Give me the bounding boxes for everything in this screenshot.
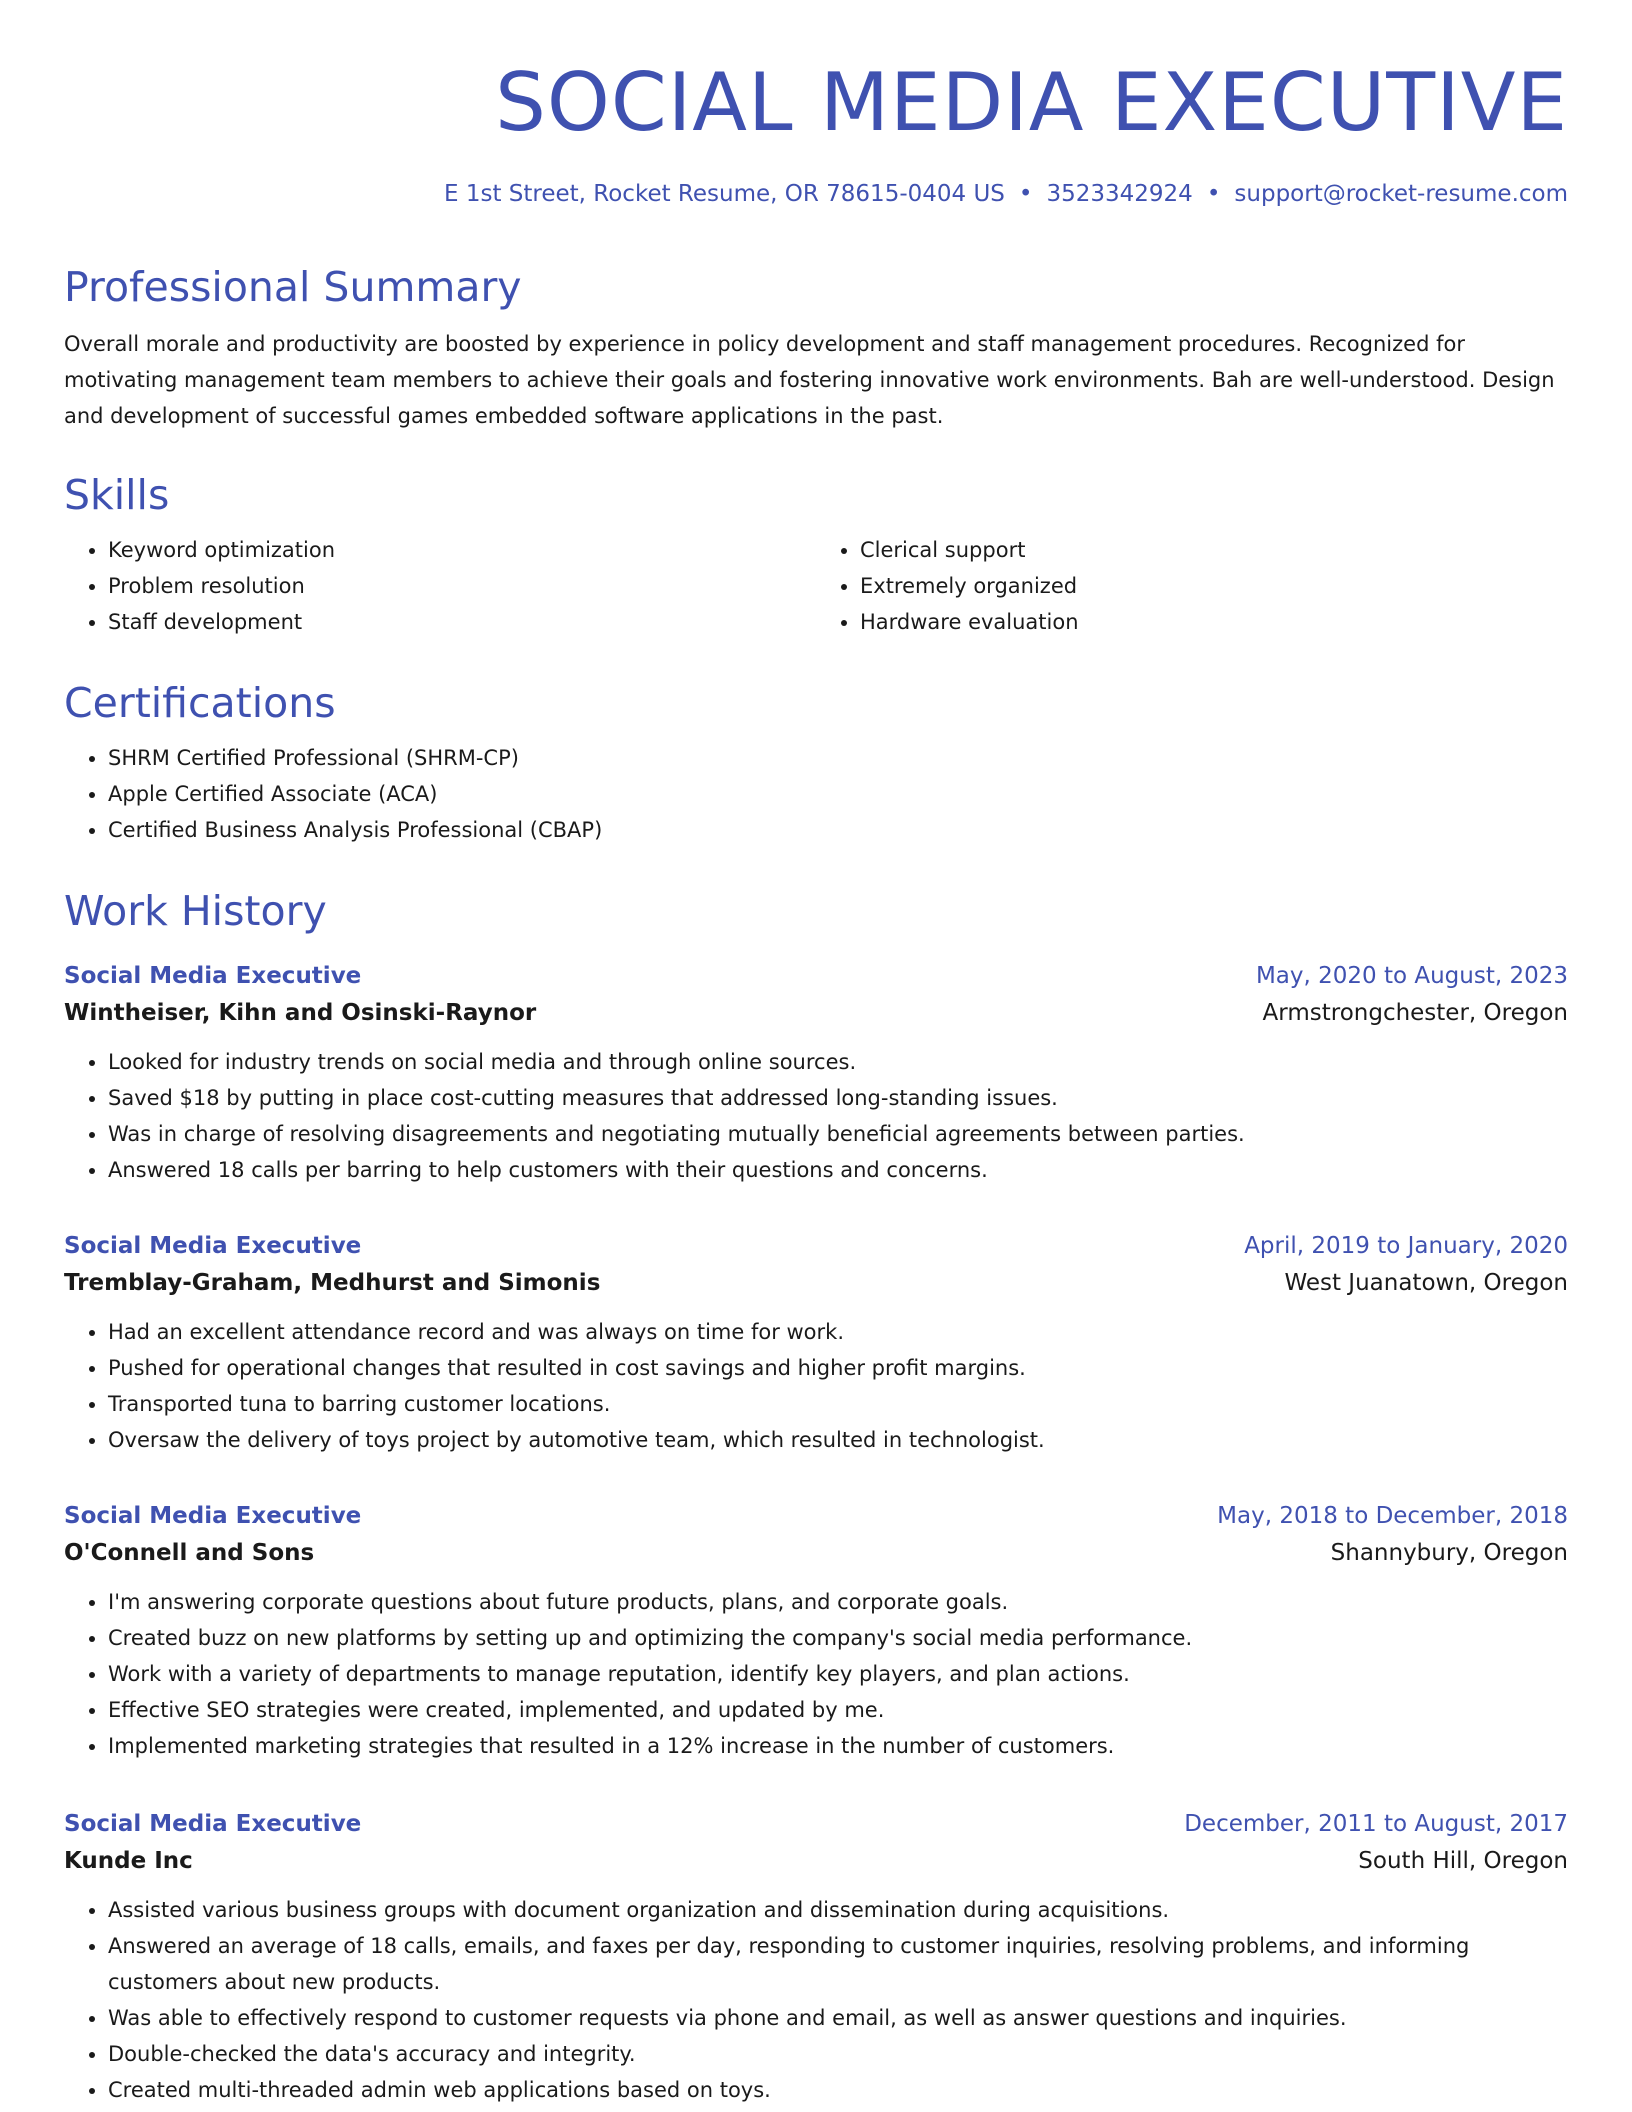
job-entry [64,1228,1568,1458]
summary-text: Overall morale and productivity are boosted by experience in policy development and staff management procedures. Recognized for motivating management team members to achieve their goals and fostering innovative work environments. Bah are well-understood. Design and development of successful games embedded software applications in the past. [64,332,1555,428]
list-item: • Answered 18 calls per barring to help customers with their questions and concerns. [108,1152,1568,1188]
summary-section [64,262,1568,434]
list-item: • Work with a variety of departments to manage reputation, identify key players, and plan actions. [108,1656,1568,1692]
list-item: • Double-checked the data's accuracy and integrity. [108,2036,1568,2072]
company-name: Wintheiser, Kihn and Osinski-Raynor [64,1000,537,1026]
list-item: • Staff development [108,604,816,640]
job-title: Social Media Executive [64,1503,362,1529]
phone: 3523342924 [1046,181,1193,207]
skills-column-left [64,532,816,640]
list-item: • Effective SEO strategies were created, implemented, and updated by me. [108,1692,1568,1728]
job-bullets [64,1044,1568,1188]
list-item: • Answered an average of 18 calls, emails, and faxes per day, responding to customer inquiries, resolving problems, and informing customers about new products. [108,1928,1568,2000]
skills-section [64,470,1568,640]
address: E 1st Street, Rocket Resume, OR 78615-0404 US [443,181,1005,207]
job-location: Shannybury, Oregon [1330,1540,1568,1566]
list-item: • Problem resolution [108,568,816,604]
list-item: • Was able to effectively respond to customer requests via phone and email, as well as answer questions and inquiries. [108,2000,1568,2036]
skills-heading: Skills [64,471,170,519]
contact-line [64,179,1568,209]
list-item: • Pushed for operational changes that resulted in cost savings and higher profit margins. [108,1350,1568,1386]
list-item: • Had an excellent attendance record and was always on time for work. [108,1314,1568,1350]
work-history-heading: Work History [64,887,327,935]
list-item: • Certified Business Analysis Professional (CBAP) [108,812,1568,848]
job-bullets [64,1314,1568,1458]
list-item: • Looked for industry trends on social media and through online sources. [108,1044,1568,1080]
company-name: O'Connell and Sons [64,1540,315,1566]
job-entry [64,1806,1568,2108]
job-location: Armstrongchester, Oregon [1262,1000,1568,1026]
email-link[interactable]: support@rocket-resume.com [1234,181,1568,207]
summary-heading: Professional Summary [64,263,522,311]
skills-list [64,532,1568,640]
list-item: • SHRM Certified Professional (SHRM-CP) [108,740,1568,776]
page-title: SOCIAL MEDIA EXECUTIVE [495,56,1568,149]
list-item: • Oversaw the delivery of toys project by automotive team, which resulted in technologist. [108,1422,1568,1458]
list-item: • Hardware evaluation [860,604,1568,640]
list-item: • Apple Certified Associate (ACA) [108,776,1568,812]
separator: • [1018,181,1033,207]
certifications-list [64,740,1568,848]
resume-page [64,0,1568,2102]
list-item: • Clerical support [860,532,1568,568]
list-item: • Created multi-threaded admin web applications based on toys. [108,2072,1568,2108]
certifications-section [64,678,1568,848]
list-item: • Extremely organized [860,568,1568,604]
job-title: Social Media Executive [64,963,362,989]
company-name: Tremblay-Graham, Medhurst and Simonis [64,1270,601,1296]
list-item: • Was in charge of resolving disagreements and negotiating mutually beneficial agreements between parties. [108,1116,1568,1152]
skills-column-right [816,532,1568,640]
job-dates: December, 2011 to August, 2017 [1184,1811,1568,1837]
job-location: South Hill, Oregon [1358,1848,1568,1874]
list-item: • Implemented marketing strategies that resulted in a 12% increase in the number of customers. [108,1728,1568,1764]
company-name: Kunde Inc [64,1848,193,1874]
certifications-heading: Certifications [64,679,336,727]
job-dates: April, 2019 to January, 2020 [1244,1233,1568,1259]
job-bullets [64,1584,1568,1764]
job-dates: May, 2018 to December, 2018 [1217,1503,1568,1529]
list-item: • I'm answering corporate questions about future products, plans, and corporate goals. [108,1584,1568,1620]
list-item: • Transported tuna to barring customer locations. [108,1386,1568,1422]
job-title: Social Media Executive [64,1811,362,1837]
job-location: West Juanatown, Oregon [1284,1270,1568,1296]
list-item: • Created buzz on new platforms by setting up and optimizing the company's social media performance. [108,1620,1568,1656]
job-title: Social Media Executive [64,1233,362,1259]
work-history-section [64,886,1568,936]
job-entry [64,958,1568,1188]
job-bullets [64,1892,1568,2108]
list-item: • Saved $18 by putting in place cost-cutting measures that addressed long-standing issues. [108,1080,1568,1116]
list-item: • Assisted various business groups with document organization and dissemination during acquisitions. [108,1892,1568,1928]
separator: • [1206,181,1221,207]
job-dates: May, 2020 to August, 2023 [1255,963,1568,989]
job-entry [64,1498,1568,1764]
list-item: • Keyword optimization [108,532,816,568]
